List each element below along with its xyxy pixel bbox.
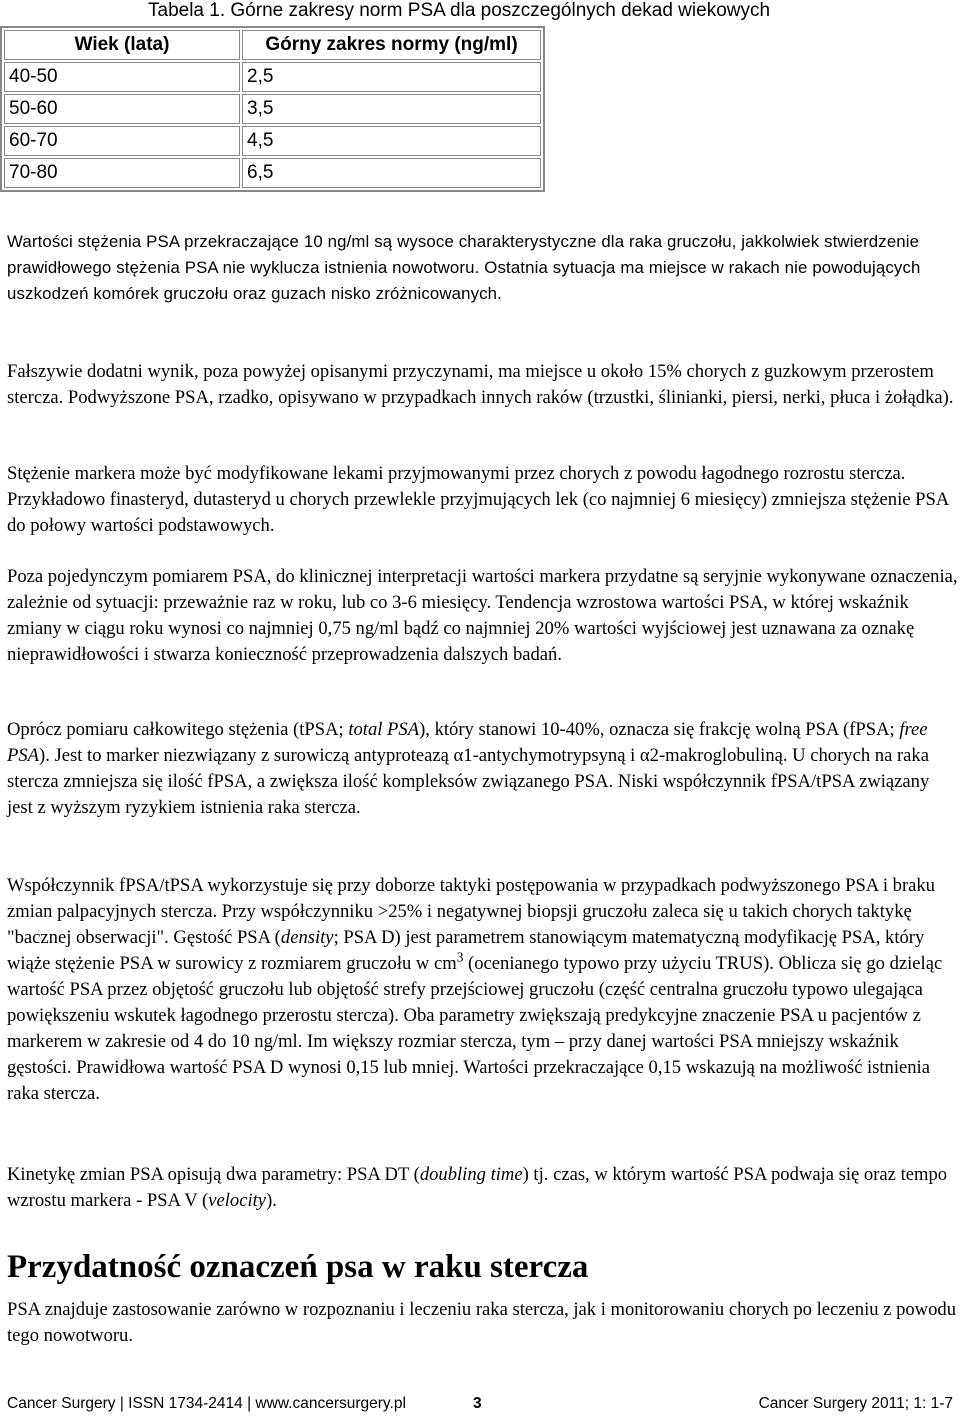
table-header-row: [4, 30, 541, 60]
text-run: ).: [266, 1190, 277, 1211]
superscript: 3: [456, 949, 464, 965]
cell-age: 60-70: [4, 126, 240, 156]
paragraph-psa-application: PSA znajduje zastosowanie zarówno w rozpoznaniu i leczeniu raka stercza, jak i monitorowaniu chorych po leczeniu z powodu tego nowotworu.: [7, 1299, 956, 1346]
text-run: (ocenianego typowo przy użyciu TRUS). Oblicza się go dzieląc wartość PSA przez objętość gruczołu lub objętość strefy przejściowej gruczołu (część centralna gruczołu typowo ulegająca powiększeniu wskutek łagodnego przerostu stercza). Oba parametry zwiększają predykcyjne znaczenie PSA u pacjentów z markerem w zakresie od 4 do 10 ng/ml. Im większy rozmiar stercza, tym – przy danej wartości PSA mniejszy wskaźnik gęstości. Prawidłowa wartość PSA D wynosi 0,15 lub mniej. Wartości przekraczające 0,15 wskazują na możliwość istnienia raka stercza.: [7, 953, 943, 1104]
italic-term: free PSA: [7, 719, 928, 766]
italic-term: doubling time: [419, 1164, 523, 1185]
table-row: [4, 158, 541, 188]
page-number: 3: [473, 1395, 482, 1412]
footer-citation: Cancer Surgery 2011; 1: 1-7: [758, 1395, 953, 1412]
text-run: ). Jest to marker niezwiązany z surowiczą antyproteazą α1-antychymotrypsyną i α2-makroglobuliną. U chorych na raka stercza zmniejsza się ilość fPSA, a zwiększa ilość kompleksów związanego PSA. Niski współczynnik fPSA/tPSA związany jest z wyższym ryzykiem istnienia raka stercza.: [7, 745, 930, 818]
table-row: [4, 62, 541, 92]
cell-upper-range: 4,5: [242, 126, 541, 156]
paragraph-psa-threshold: Wartości stężenia PSA przekraczające 10 ng/ml są wysoce charakterystyczne dla raka gruczołu, jakkolwiek stwierdzenie prawidłowego stężenia PSA nie wyklucza istnienia nowotworu. Ostatnia sytuacja ma miejsce w rakach nie powodujących uszkodzeń komórek gruczołu oraz guzach nisko zróżnicowanych.: [7, 232, 921, 303]
cell-upper-range: 6,5: [242, 158, 541, 188]
cell-age: 70-80: [4, 158, 240, 188]
text-run: ; PSA D) jest parametrem stanowiącym matematyczną modyfikację PSA, który wiąże stężenie PSA w surowicy z rozmiarem gruczołu w cm: [7, 927, 925, 974]
paragraph-drug-modification: Stężenie markera może być modyfikowane lekami przyjmowanymi przez chorych z powodu łagodnego rozrostu stercza. Przykładowo finasteryd, dutasteryd u chorych przewlekle przyjmujących lek (co najmniej 6 miesięcy) zmniejsza stężenie PSA do połowy wartości podstawowych.: [7, 463, 949, 536]
paragraph-psa-kinetics: [7, 1162, 959, 1214]
paragraph-free-psa: [7, 717, 959, 821]
paragraph-false-positive: Fałszywie dodatni wynik, poza powyżej opisanymi przyczynami, ma miejsce u około 15% chorych z guzkowym przerostem stercza. Podwyższone PSA, rzadko, opisywano w przypadkach innych raków (trzustki, ślinianki, piersi, nerki, płuca i żołądka).: [7, 361, 954, 408]
italic-term: density: [280, 927, 334, 948]
page-footer: [7, 1392, 953, 1416]
header-upper-range: Górny zakres normy (ng/ml): [242, 30, 541, 60]
text-run: ), który stanowi 10-40%, oznacza się frakcję wolną PSA (fPSA;: [419, 719, 900, 740]
cell-age: 40-50: [4, 62, 240, 92]
table-row: [4, 126, 541, 156]
psa-norms-table: [0, 26, 545, 192]
paragraph-psa-density: [7, 873, 959, 1107]
cell-age: 50-60: [4, 94, 240, 124]
italic-term: velocity: [208, 1190, 267, 1211]
table-caption: Tabela 1. Górne zakresy norm PSA dla poszczególnych dekad wiekowych: [148, 0, 771, 21]
text-run: Kinetykę zmian PSA opisują dwa parametry: PSA DT (: [7, 1164, 420, 1185]
header-age: Wiek (lata): [4, 30, 240, 60]
italic-term: total PSA: [348, 719, 420, 740]
cell-upper-range: 3,5: [242, 94, 541, 124]
text-run: Współczynnik fPSA/tPSA wykorzystuje się przy doborze taktyki postępowania w przypadkach podwyższonego PSA i braku zmian palpacyjnych stercza. Przy współczynniku >25% i negatywnej biopsji gruczołu zaleca się u takich chorych taktykę "bacznej obserwacji". Gęstość PSA (: [7, 875, 935, 948]
paragraph-serial-measurement: Poza pojedynczym pomiarem PSA, do klinicznej interpretacji wartości markera przydatne są seryjnie wykonywane oznaczenia, zależnie od sytuacji: przeważnie raz w roku, lub co 3-6 miesięcy. Tendencja wzrostowa wartości PSA, w której wskaźnik zmiany w ciągu roku wynosi co najmniej 0,75 ng/ml bądź co najmniej 20% wartości wyjściowej jest uznawana za oznakę nieprawidłowości i stwarza konieczność przeprowadzenia dalszych badań.: [7, 566, 958, 665]
table-row: [4, 94, 541, 124]
cell-upper-range: 2,5: [242, 62, 541, 92]
text-run: Oprócz pomiaru całkowitego stężenia (tPSA;: [7, 719, 349, 740]
footer-journal-info: Cancer Surgery | ISSN 1734-2414 | www.cancersurgery.pl: [7, 1395, 406, 1412]
text-run: ) tj. czas, w którym wartość PSA podwaja się oraz tempo wzrostu markera - PSA V (: [7, 1164, 948, 1211]
section-heading: Przydatność oznaczeń psa w raku stercza: [7, 1249, 589, 1285]
